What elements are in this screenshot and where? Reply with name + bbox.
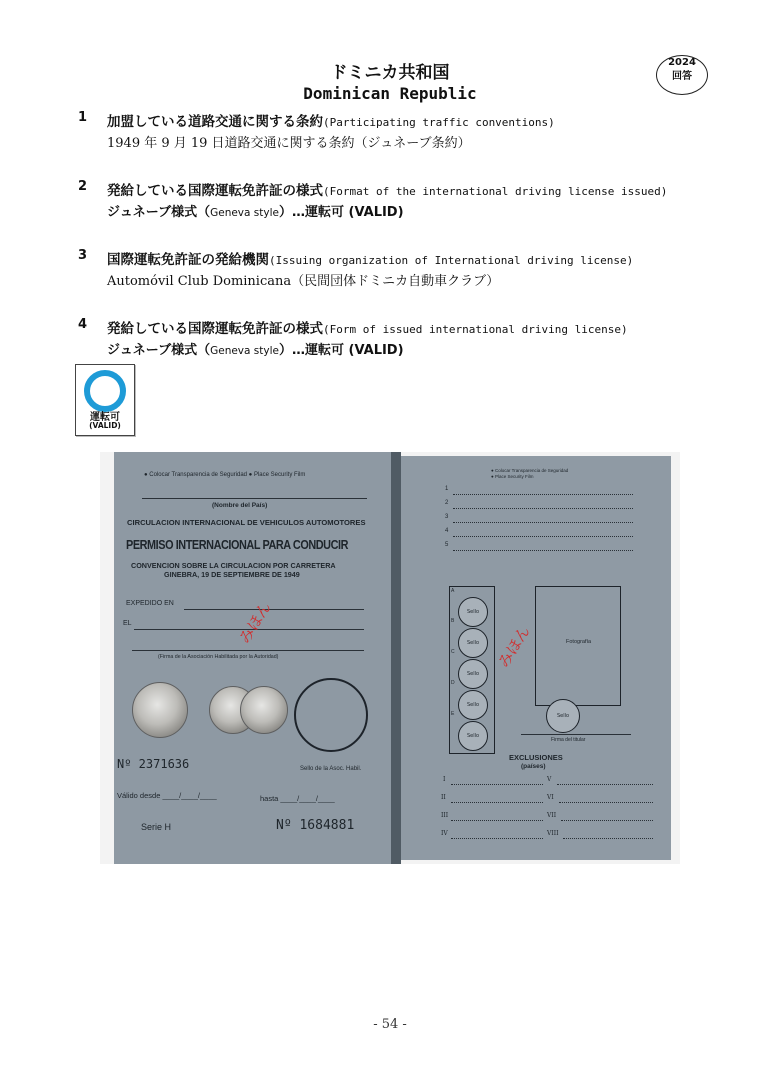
- stamp-column: [449, 586, 495, 754]
- seal-icon: [240, 686, 288, 734]
- item-heading: [107, 179, 667, 199]
- dotted-line: [561, 820, 653, 821]
- heading-jp: 国際運転免許証の発給機関: [107, 252, 269, 268]
- exclusiones-label: EXCLUSIONES: [509, 753, 563, 762]
- sello-stamp: Sello: [458, 628, 488, 658]
- detail-part: ジュネーブ様式（: [107, 343, 211, 358]
- roman-numeral: I: [443, 776, 446, 783]
- line-number: 2: [445, 500, 449, 506]
- dotted-line: [453, 494, 633, 495]
- serial-number-left: Nº 2371636: [117, 757, 190, 771]
- serial-number-right: Nº 1684881: [276, 818, 355, 833]
- dotted-line: [453, 536, 633, 537]
- item-detail: Automóvil Club Dominicana（民間団体ドミニカ自動車クラブ）: [107, 274, 500, 289]
- item-heading: [107, 317, 628, 337]
- dotted-line: [557, 784, 653, 785]
- license-photo: [100, 452, 680, 864]
- heading-en: (Form of issued international driving license): [323, 323, 628, 336]
- film-note-1: ● Colocar Transparencia de Seguridad: [491, 468, 569, 473]
- item-detail: [107, 201, 404, 220]
- hasta: hasta ____/____/____: [260, 794, 335, 803]
- heading-jp: 発給している国際運転免許証の様式: [107, 183, 323, 199]
- country-label: (Nombre del País): [212, 502, 268, 509]
- roman-numeral: VII: [547, 812, 557, 819]
- serie-label: Serie H: [141, 822, 172, 832]
- detail-part: ジュネーブ様式（: [107, 205, 211, 220]
- license-left-page: [114, 452, 393, 864]
- dotted-line: [453, 550, 633, 551]
- valid-label-en: (VALID): [89, 421, 121, 430]
- badge-label: 回答: [672, 71, 692, 82]
- item-4: [78, 317, 718, 361]
- detail-part: Geneva style: [210, 207, 279, 219]
- sello-stamp: Sello: [458, 690, 488, 720]
- paises-label: (países): [521, 763, 546, 770]
- page-gutter: [391, 452, 401, 864]
- dotted-line: [563, 838, 653, 839]
- dotted-line: [559, 802, 653, 803]
- country-line: [142, 498, 367, 499]
- roman-numeral: VIII: [547, 830, 559, 837]
- roman-numeral: III: [441, 812, 449, 819]
- line-number: 1: [445, 486, 449, 492]
- line-number: 4: [445, 528, 449, 534]
- page-title-jp: ドミニカ共和国: [330, 63, 450, 83]
- roman-numeral: VI: [547, 794, 554, 801]
- photo-sello-stamp: Sello: [546, 699, 580, 733]
- item-number: 4: [78, 317, 88, 332]
- dotted-line: [451, 784, 543, 785]
- firma-line: [132, 650, 364, 651]
- valid-ring-icon: [84, 370, 126, 412]
- license-right-page: [401, 456, 671, 860]
- stamp-letter: C: [451, 649, 455, 655]
- roman-numeral: V: [547, 776, 552, 783]
- el-label: EL: [123, 620, 132, 627]
- photo-area: [535, 586, 621, 719]
- item-number: 1: [78, 110, 88, 125]
- item-heading: [107, 110, 555, 130]
- stamp-letter: D: [451, 680, 455, 686]
- convention-line-1: CONVENCION SOBRE LA CIRCULACION POR CARRETERA: [131, 561, 336, 570]
- convention-line-2: GINEBRA, 19 DE SEPTIEMBRE DE 1949: [164, 570, 300, 579]
- valid-icon: [75, 364, 135, 436]
- page-title-en: Dominican Republic: [303, 84, 477, 103]
- item-3: [78, 248, 718, 292]
- dotted-line: [451, 802, 543, 803]
- mihon-sample-mark: みほん: [494, 622, 534, 671]
- detail-part: Geneva style: [210, 345, 279, 357]
- stamp-letter: A: [451, 588, 455, 594]
- detail-part: ）…運転可 (VALID): [278, 343, 404, 358]
- valid-label-jp: 運転可: [90, 412, 120, 423]
- association-seal-circle: [294, 678, 368, 752]
- item-detail: [107, 339, 404, 358]
- dotted-line: [451, 838, 543, 839]
- badge-year: 2024: [668, 57, 696, 68]
- stamp-letter: E: [451, 711, 455, 717]
- heading-en: (Format of the international driving license issued): [323, 185, 668, 198]
- item-number: 2: [78, 179, 88, 194]
- item-number: 3: [78, 248, 88, 263]
- sello-stamp: Sello: [458, 597, 488, 627]
- heading-en: (Issuing organization of International driving license): [269, 254, 634, 267]
- item-detail: 1949 年 9 月 19 日道路交通に関する条約（ジュネーブ条約）: [107, 136, 471, 151]
- detail-part: ）…運転可 (VALID): [278, 205, 404, 220]
- roman-numeral: II: [441, 794, 446, 801]
- firma-titular-label: Firma del titular: [551, 737, 586, 743]
- item-heading: [107, 248, 633, 268]
- fotografia-label: Fotografía: [566, 639, 592, 645]
- firma-label: (Firma de la Asociación Habilitada por la Autoridad): [158, 654, 279, 660]
- heading-en: (Participating traffic conventions): [323, 116, 555, 129]
- line-number: 5: [445, 542, 449, 548]
- stamp-letter: B: [451, 618, 455, 624]
- sello-asoc-label: Sello de la Asoc. Habil.: [300, 766, 362, 772]
- page-number: - 54 -: [373, 1017, 407, 1032]
- dotted-line: [453, 522, 633, 523]
- roman-numeral: IV: [441, 830, 448, 837]
- signature-line: [521, 734, 631, 735]
- circulation-text: CIRCULACION INTERNACIONAL DE VEHICULOS AUTOMOTORES: [127, 518, 366, 527]
- item-2: [78, 179, 718, 223]
- heading-jp: 加盟している道路交通に関する条約: [107, 114, 323, 130]
- heading-jp: 発給している国際運転免許証の様式: [107, 321, 323, 337]
- seal-icon: [132, 682, 188, 738]
- film-note: ● Colocar Transparencia de Seguridad ● Place Security Film: [144, 472, 306, 478]
- dotted-line: [451, 820, 543, 821]
- film-note-2: ● Place Security Film: [491, 474, 534, 479]
- line-number: 3: [445, 514, 449, 520]
- expedido-label: EXPEDIDO EN: [126, 600, 174, 607]
- valido-desde: Válido desde ____/____/____: [117, 791, 217, 800]
- mihon-sample-mark: みほん: [235, 598, 275, 647]
- sello-stamp: Sello: [458, 659, 488, 689]
- item-1: [78, 110, 718, 154]
- sello-stamp: Sello: [458, 721, 488, 751]
- year-answer-badge: [656, 55, 708, 95]
- permit-title: PERMISO INTERNACIONAL PARA CONDUCIR: [126, 538, 349, 552]
- dotted-line: [453, 508, 633, 509]
